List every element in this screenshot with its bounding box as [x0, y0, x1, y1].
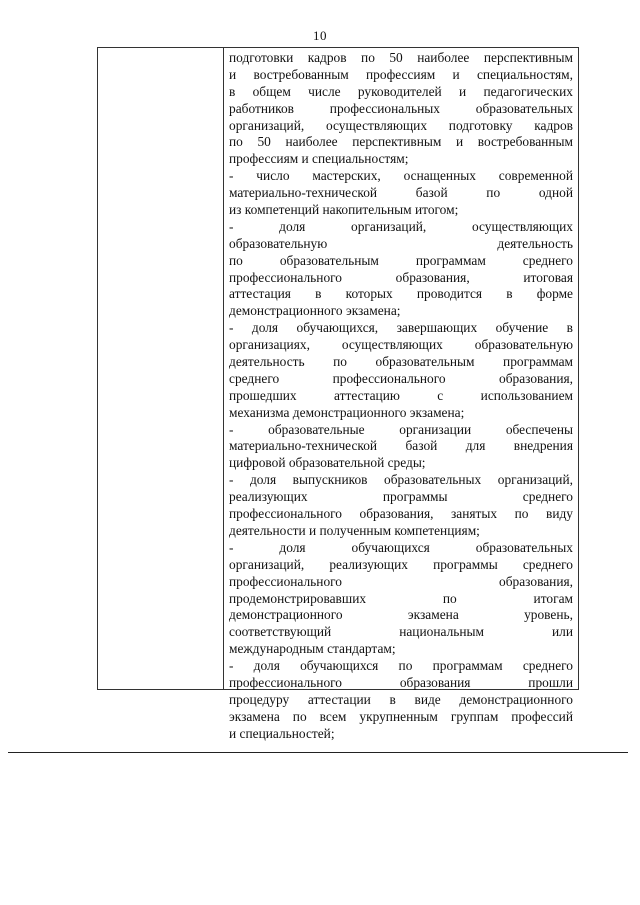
table-right-cell — [224, 48, 578, 741]
text-line: организаций, реализующих программы среднего — [229, 556, 573, 572]
text-line: профессионального образования прошли — [229, 674, 573, 690]
text-line: профессионального образования, итоговая — [229, 269, 573, 285]
text-line: организаций, осуществляющих подготовку кадров — [229, 117, 573, 133]
text-line: деятельность по образовательным программам — [229, 354, 573, 370]
text-line: - доля обучающихся по программам среднего — [229, 658, 573, 674]
text-line: среднего профессионального образования, — [229, 370, 573, 386]
text-line: - доля обучающихся, завершающих обучение в — [229, 320, 573, 336]
text-line: - доля обучающихся образовательных — [229, 539, 573, 555]
text-line: продемонстрировавших по итогам — [229, 590, 573, 606]
text-line: - образовательные организации обеспечены — [229, 421, 573, 437]
text-line: и специальностей; — [229, 725, 335, 741]
text-line: аттестация в которых проводится в форме — [229, 286, 573, 302]
text-line: демонстрационного экзамена уровень, — [229, 607, 573, 623]
text-line: профессионального образования, — [229, 573, 573, 589]
text-line: соответствующий национальным или — [229, 624, 573, 640]
text-line: организациях, осуществляющих образовательную — [229, 337, 573, 353]
text-line: работников профессиональных образовательных — [229, 100, 573, 116]
text-line: реализующих программы среднего — [229, 489, 573, 505]
text-line: цифровой образовательной среды; — [229, 455, 426, 471]
text-line: материально-технической базой по одной — [229, 185, 573, 201]
text-line: - доля выпускников образовательных организаций, — [229, 472, 573, 488]
document-table — [97, 47, 579, 741]
text-line: образовательную деятельность — [229, 235, 573, 251]
text-line: по образовательным программам среднего — [229, 252, 573, 268]
text-line: подготовки кадров по 50 наиболее перспективным — [229, 50, 573, 65]
text-line: профессионального образования, занятых по виду — [229, 506, 573, 522]
text-line: профессиям и специальностям; — [229, 151, 409, 167]
text-line: в общем числе руководителей и педагогических — [229, 83, 573, 99]
text-line: международным стандартам; — [229, 641, 396, 657]
text-line: экзамена по всем укрупненным группам профессий — [229, 708, 573, 724]
text-line: и востребованным профессиям и специальностям, — [229, 66, 573, 82]
footer-divider — [8, 752, 628, 753]
text-line: прошедших аттестацию с использованием — [229, 387, 573, 403]
text-line: механизма демонстрационного экзамена; — [229, 404, 465, 420]
table-left-cell — [98, 48, 224, 689]
page-number: 10 — [313, 28, 327, 43]
text-line: из компетенций накопительным итогом; — [229, 202, 459, 218]
text-line: по 50 наиболее перспективным и востребованным — [229, 134, 573, 150]
text-line: - число мастерских, оснащенных современной — [229, 168, 573, 184]
text-line: деятельности и полученным компетенциям; — [229, 522, 480, 538]
text-line: материально-технической базой для внедрения — [229, 438, 573, 454]
text-line: демонстрационного экзамена; — [229, 303, 401, 319]
text-line: - доля организаций, осуществляющих — [229, 218, 573, 234]
text-line: процедуру аттестации в виде демонстрационного — [229, 691, 573, 707]
